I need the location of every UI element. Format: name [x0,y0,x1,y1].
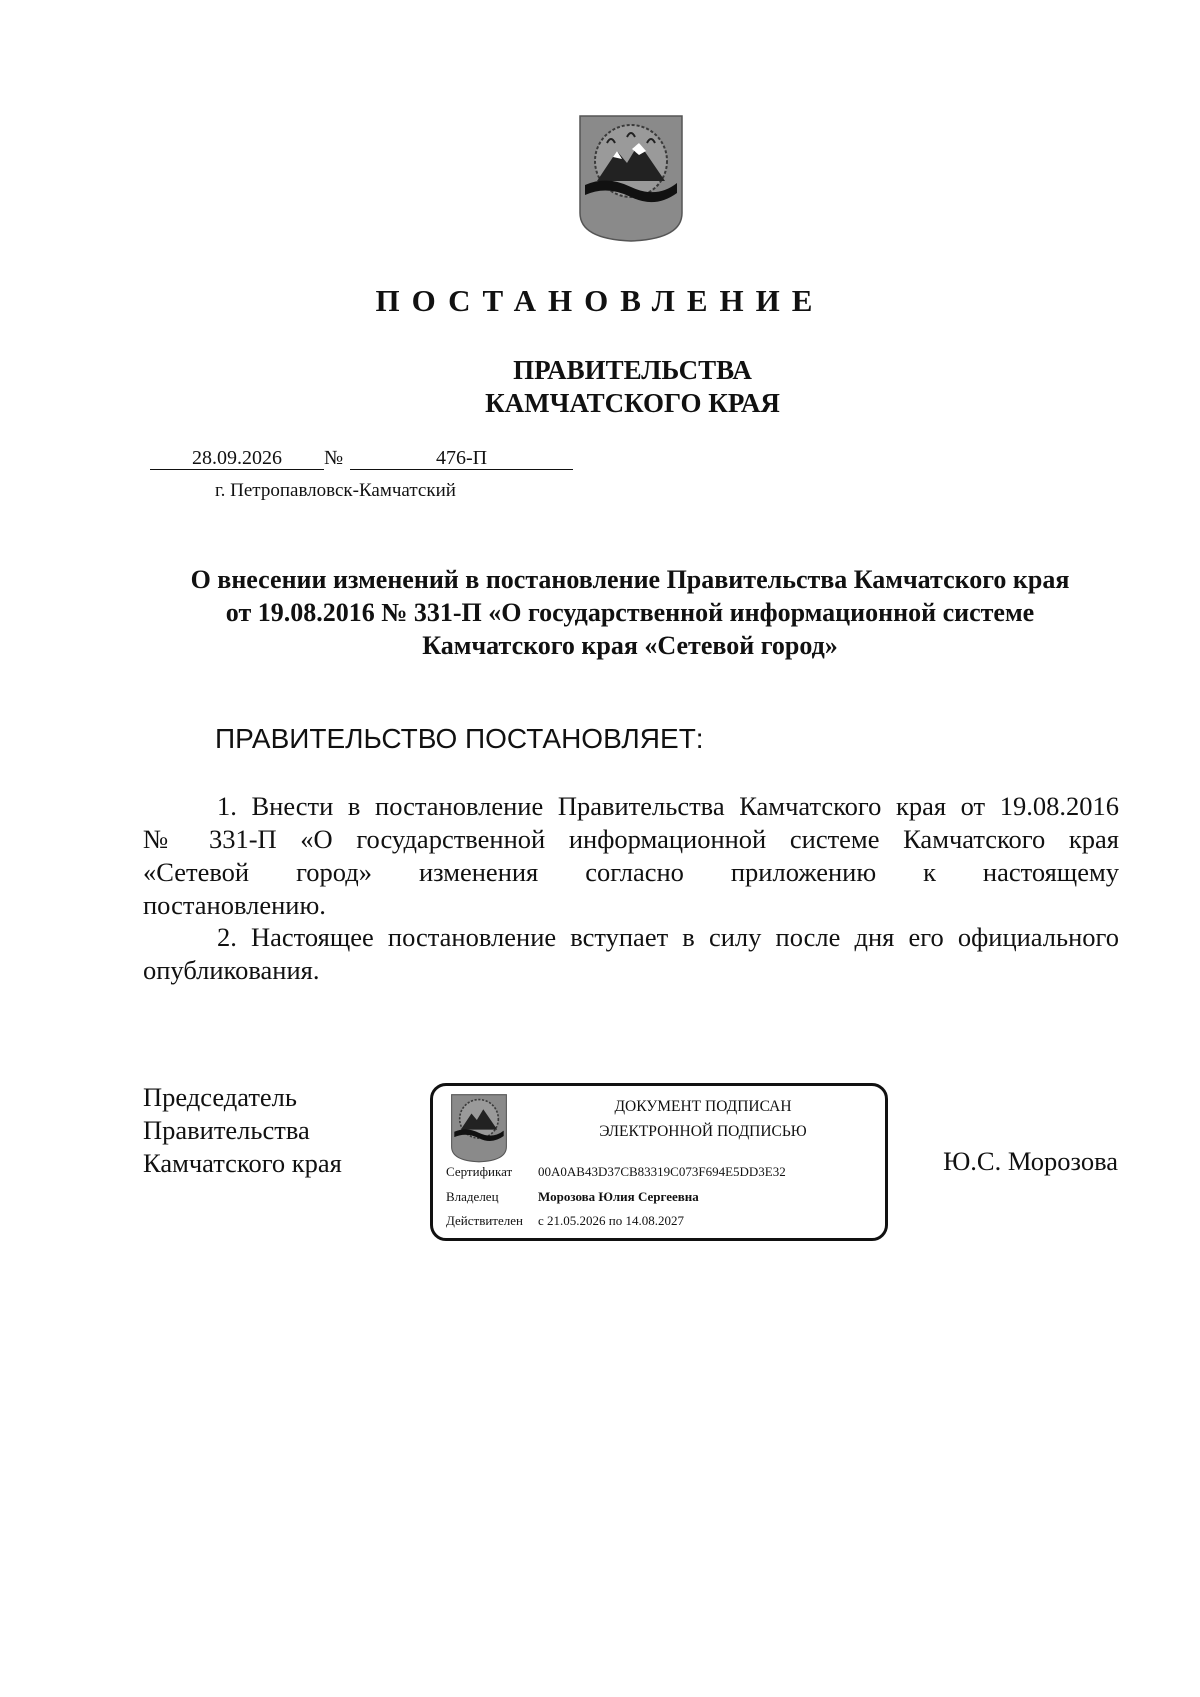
title-line: от 19.08.2016 № 331-П «О государственной информационной системе [225,598,1035,627]
title-line: О внесении изменений в постановление Правительства Камчатского края [190,565,1070,594]
decree-heading: ПРАВИТЕЛЬСТВО ПОСТАНОВЛЯЕТ: [215,723,704,754]
stamp-emblem-icon [450,1092,508,1164]
title-line: Камчатского края «Сетевой город» [422,631,838,660]
number-sign: № [324,447,344,469]
stamp-validity-row [446,1213,684,1229]
owner-value: Морозова Юлия Сергеевна [538,1189,699,1204]
validity-label: Действителен [446,1213,523,1228]
authority-line-1: ПРАВИТЕЛЬСТВА [513,355,752,385]
paragraph-line: 1. Внести в постановление Правительства Камчатского края от 19.08.2016 [217,791,1119,821]
certificate-value: 00A0AB43D37CB83319C073F694E5DD3E32 [538,1164,786,1179]
signer-position-line: Председатель [143,1082,297,1112]
paragraph-2 [143,921,1119,987]
city-name: г. Петропавловск-Камчатский [215,480,456,501]
paragraph-line: 2. Настоящее постановление вступает в силу после дня его официального [217,922,1119,952]
paragraph-line: опубликования. [143,955,320,985]
certificate-label: Сертификат [446,1164,513,1179]
paragraph-line: постановлению. [143,890,326,920]
paragraph-line: № 331-П «О государственной информационной системе Камчатского края [143,824,1119,854]
signer-position-line: Камчатского края [143,1148,342,1178]
document-date: 28.09.2026 [150,447,324,470]
stamp-certificate-row [446,1164,786,1180]
signer-position [143,1081,342,1180]
stamp-heading-1: ДОКУМЕНТ ПОДПИСАН [614,1098,792,1115]
validity-value: с 21.05.2026 по 14.08.2027 [538,1213,684,1228]
document-title [130,563,1130,662]
electronic-signature-stamp [430,1083,888,1241]
signer-name: Ю.С. Морозова [943,1146,1118,1176]
document-number: 476-П [350,447,573,470]
authority-line-2: КАМЧАТСКОГО КРАЯ [485,388,780,418]
coat-of-arms-emblem [577,113,685,243]
paragraph-line: «Сетевой город» изменения согласно приложению к настоящему [143,857,1119,887]
paragraph-1 [143,790,1119,922]
document-type-heading: ПОСТАНОВЛЕНИЕ [375,283,825,318]
stamp-owner-row [446,1189,699,1205]
owner-label: Владелец [446,1189,499,1204]
stamp-heading-2: ЭЛЕКТРОННОЙ ПОДПИСЬЮ [599,1123,807,1140]
signer-position-line: Правительства [143,1115,310,1145]
